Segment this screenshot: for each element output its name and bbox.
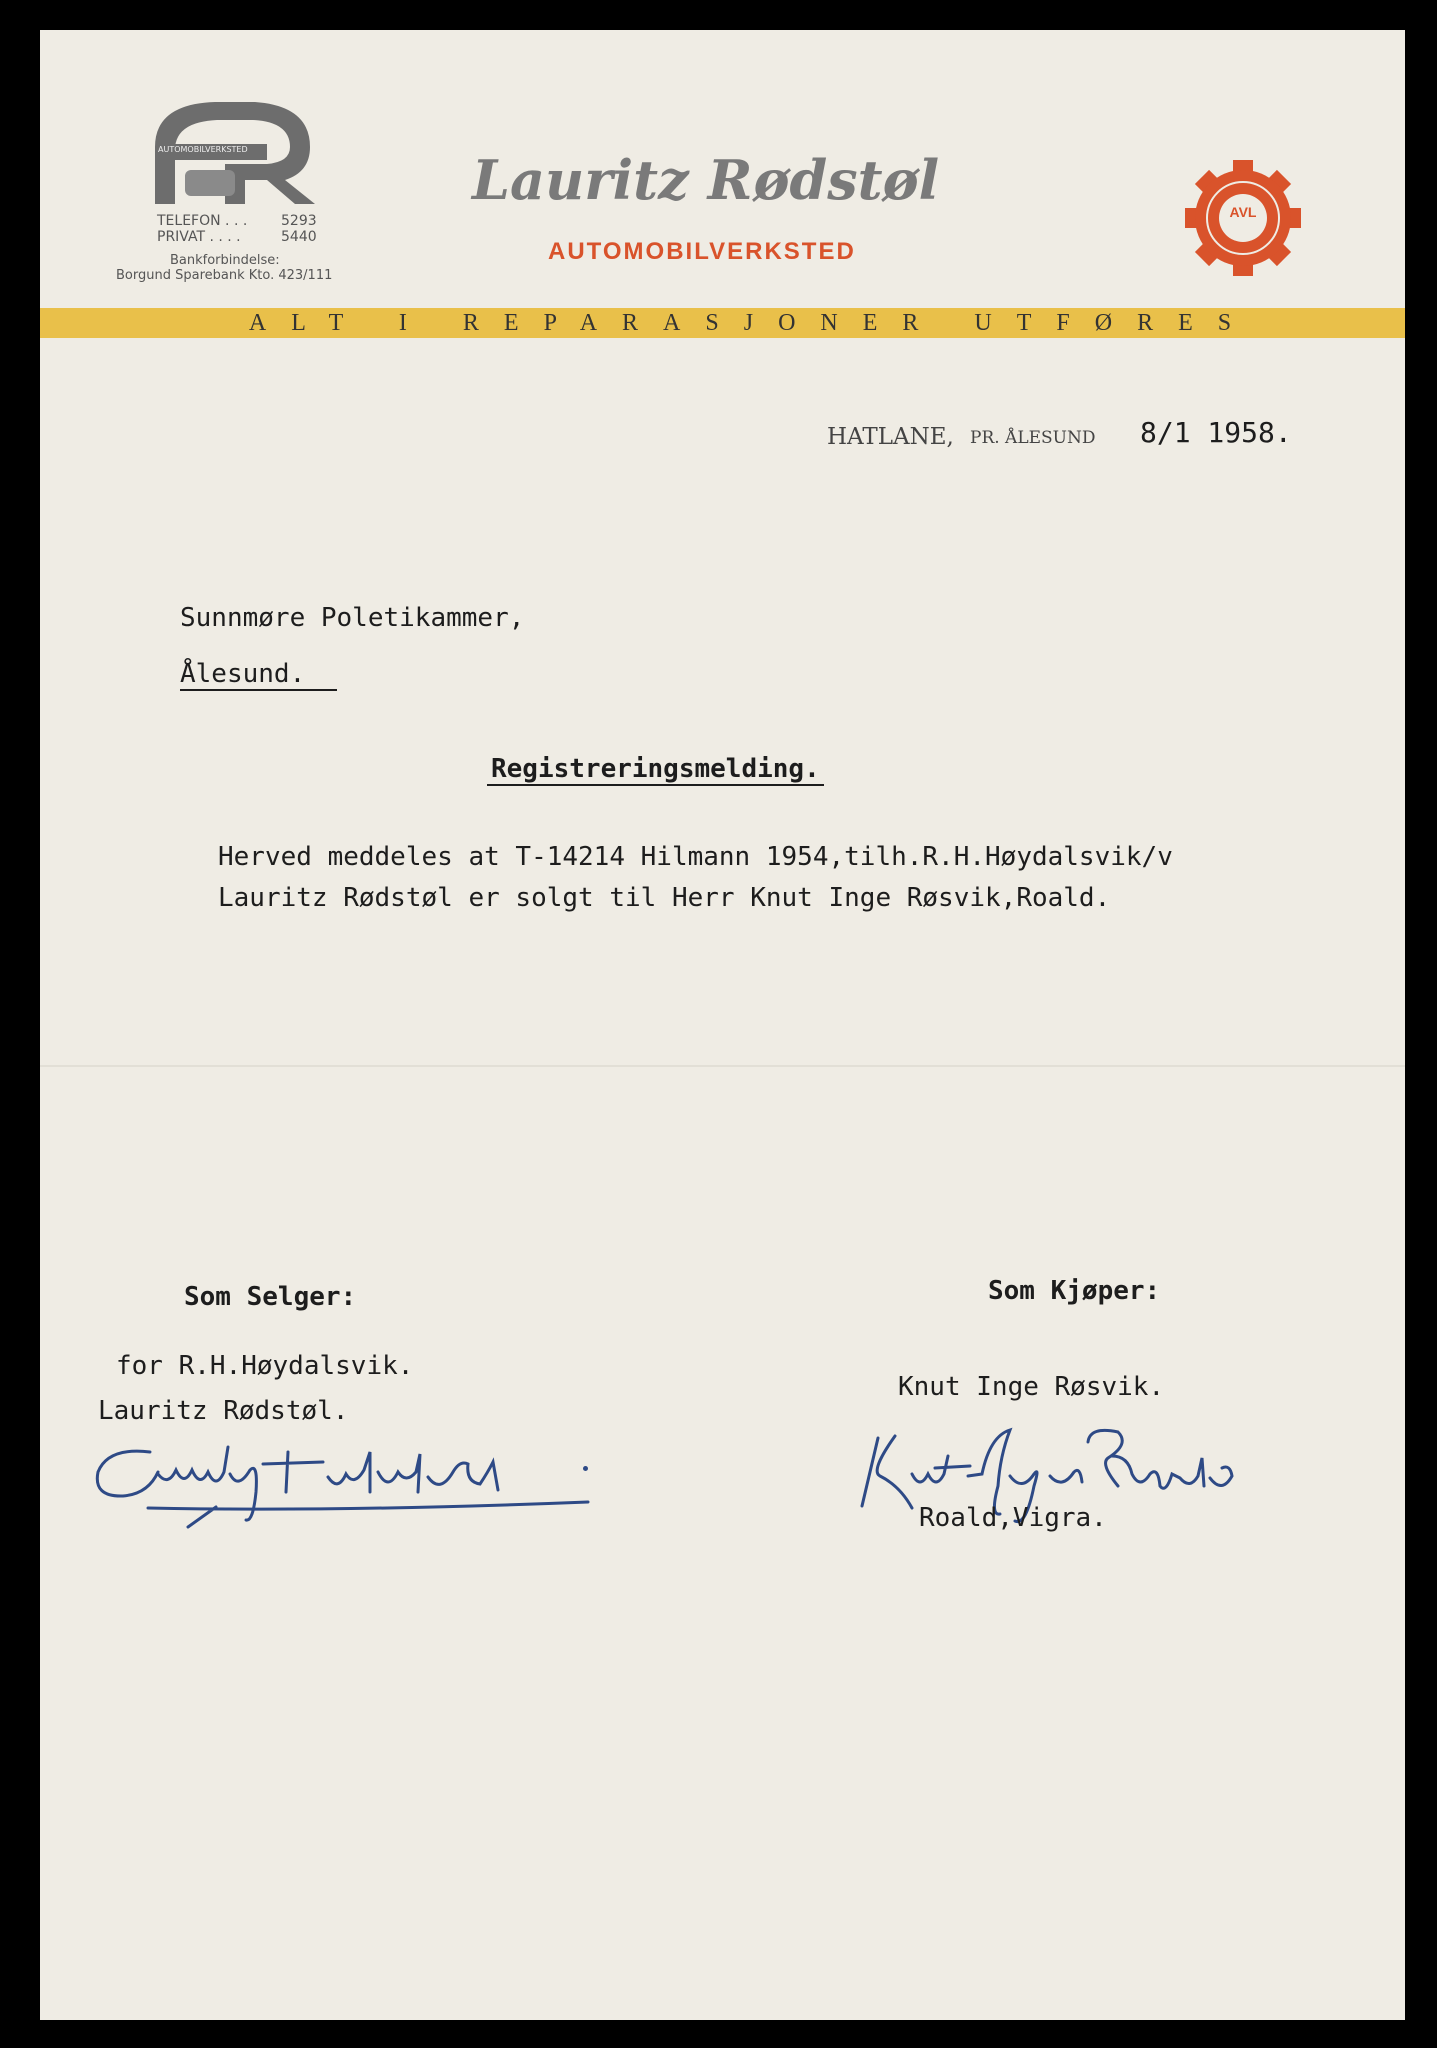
body-line-2: Lauritz Rødstøl er solgt til Herr Knut Inge Røsvik,Roald. xyxy=(218,883,1111,913)
recipient-line-2: Ålesund. xyxy=(180,659,337,691)
phone-number: 5293 xyxy=(281,213,317,229)
company-name: Lauritz Rødstøl xyxy=(472,148,940,212)
place: HATLANE, xyxy=(827,424,954,450)
bank-label: Bankforbindelse: xyxy=(170,253,280,268)
logo-text: AUTOMOBILVERKSTED xyxy=(158,145,248,154)
phone-label: TELEFON . . . xyxy=(157,213,248,229)
slogan-banner xyxy=(40,308,1405,338)
seller-line-2: Lauritz Rødstøl. xyxy=(98,1396,349,1426)
subject-heading: Registreringsmelding. xyxy=(487,754,824,786)
seal-text: AVL xyxy=(1229,204,1257,220)
seller-heading: Som Selger: xyxy=(184,1282,357,1312)
buyer-address: Roald,Vigra. xyxy=(919,1503,1107,1533)
seller-signature xyxy=(88,1412,608,1532)
place-pr: PR. ÅLESUND xyxy=(970,428,1096,448)
banner-text: ALT I REPARASJONER UTFØRES xyxy=(248,310,1257,336)
fold-line xyxy=(40,1065,1405,1067)
letter-date: 8/1 1958. xyxy=(1140,416,1292,449)
buyer-name: Knut Inge Røsvik. xyxy=(898,1372,1165,1402)
buyer-heading: Som Kjøper: xyxy=(988,1276,1161,1306)
seller-line-1: for R.H.Høydalsvik. xyxy=(116,1351,414,1381)
body-line-1: Herved meddeles at T-14214 Hilmann 1954,tilh.R.H.Høydalsvik/v xyxy=(218,842,1173,872)
signature-dot xyxy=(583,1466,588,1471)
private-number: 5440 xyxy=(281,229,317,245)
bank-value: Borgund Sparebank Kto. 423/111 xyxy=(116,268,333,283)
private-label: PRIVAT . . . . xyxy=(157,229,241,245)
recipient-line-1: Sunnmøre Poletikammer, xyxy=(180,603,525,633)
company-subtitle: AUTOMOBILVERKSTED xyxy=(548,238,856,265)
